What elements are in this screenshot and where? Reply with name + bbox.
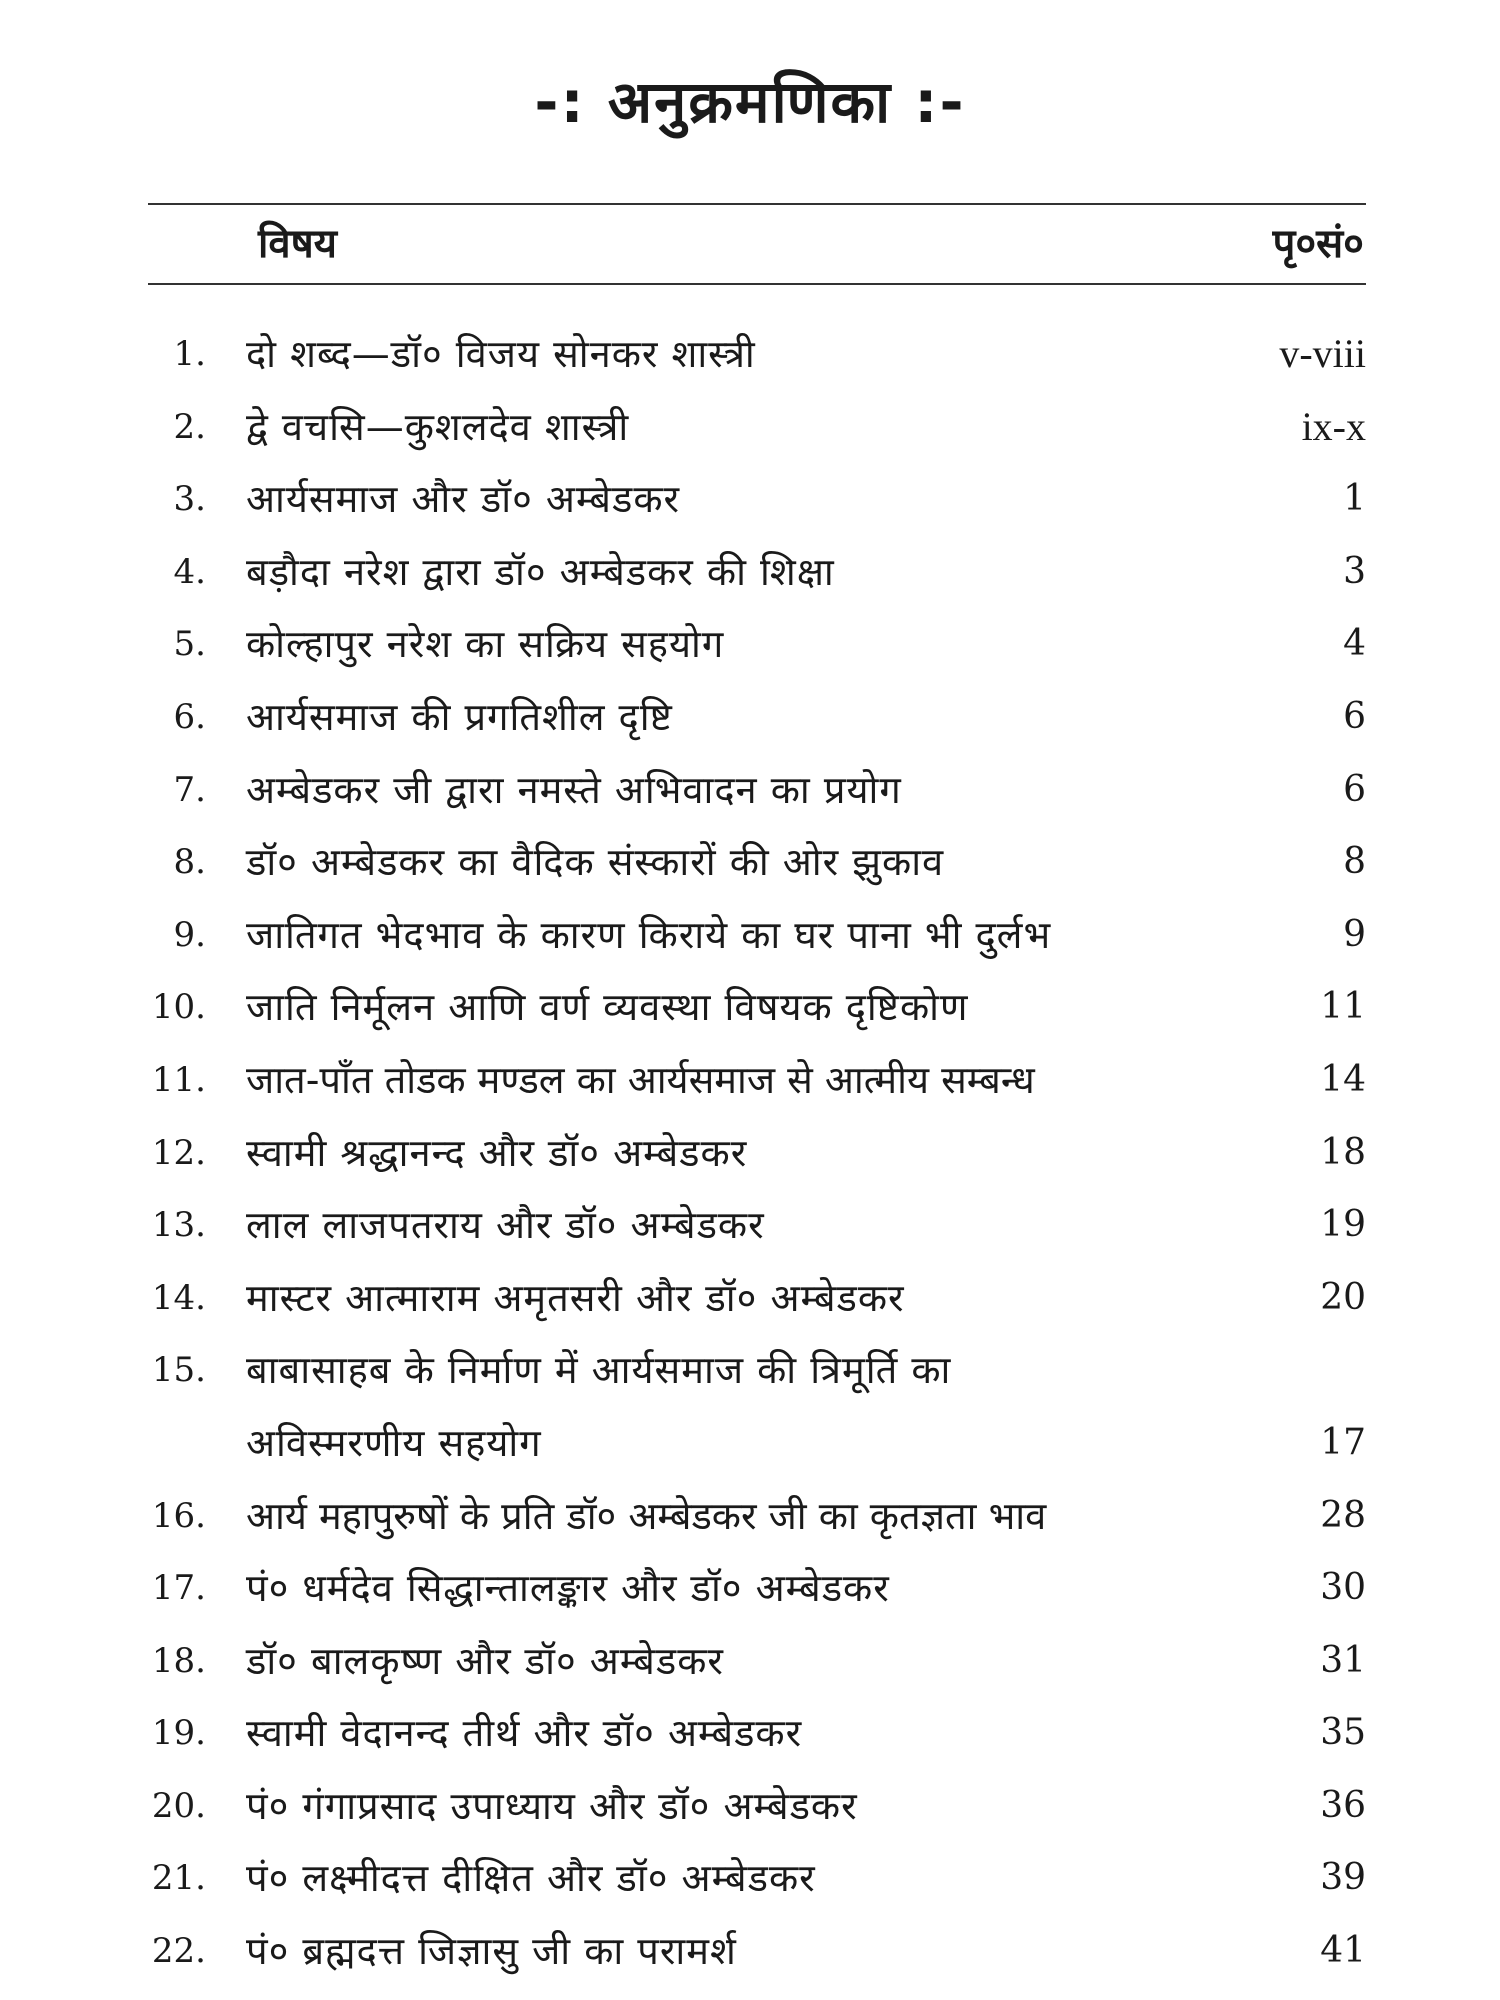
entry-title-continued: अविस्मरणीय सहयोग [246, 1420, 542, 1465]
entry-page: 3 [1343, 550, 1366, 592]
toc-header [148, 210, 1366, 280]
entry-title: जात-पाँत तोडक मण्डल का आर्यसमाज से आत्मीय सम्बन्ध [246, 1057, 1035, 1102]
entry-title: पं० लक्ष्मीदत्त दीक्षित और डॉ० अम्बेडकर [246, 1856, 816, 1901]
toc-entry-11 [0, 1044, 1500, 1117]
entry-page: 1 [1343, 478, 1366, 520]
entry-number: 8. [173, 842, 206, 883]
entry-page: 14 [1320, 1058, 1366, 1100]
entry-title: स्वामी श्रद्धानन्द और डॉ० अम्बेडकर [246, 1130, 748, 1175]
entry-number: 13. [151, 1205, 206, 1246]
toc-entry-15 [0, 1334, 1500, 1407]
entry-number: 1. [173, 334, 206, 374]
entry-number: 4. [173, 551, 206, 592]
header-top-rule [148, 203, 1366, 205]
entry-number: 10. [151, 987, 206, 1028]
page-column-label: पृ०सं० [1272, 221, 1364, 267]
entry-page: 9 [1343, 913, 1366, 955]
entry-title: स्वामी वेदानन्द तीर्थ और डॉ० अम्बेडकर [246, 1711, 803, 1756]
entry-title: आर्य महापुरुषों के प्रति डॉ० अम्बेडकर जी का कृतज्ञता भाव [246, 1493, 1047, 1538]
entry-number: 12. [151, 1132, 206, 1173]
entry-title: आर्यसमाज की प्रगतिशील दृष्टि [246, 694, 673, 739]
entry-title: पं० गंगाप्रसाद उपाध्याय और डॉ० अम्बेडकर [246, 1783, 858, 1828]
entry-page: 6 [1343, 695, 1366, 737]
entry-title: कोल्हापुर नरेश का सक्रिय सहयोग [246, 622, 725, 667]
entry-title: दो शब्द—डॉ० विजय सोनकर शास्त्री [246, 332, 756, 376]
entry-number: 17. [151, 1568, 206, 1609]
entry-title: मास्टर आत्माराम अमृतसरी और डॉ० अम्बेडकर [246, 1275, 905, 1320]
entry-page: 18 [1320, 1131, 1366, 1173]
entry-title: पं० धर्मदेव सिद्धान्तालङ्कार और डॉ० अम्बेडकर [246, 1566, 890, 1611]
toc-entry-6 [0, 681, 1500, 754]
entry-page: ix-x [1301, 403, 1366, 449]
entry-page: 17 [1320, 1421, 1366, 1463]
toc-entry-8 [0, 826, 1500, 899]
entry-title: लाल लाजपतराय और डॉ० अम्बेडकर [246, 1203, 765, 1248]
entry-page: 20 [1320, 1276, 1366, 1318]
page-title: -: अनुक्रमणिका :- [534, 68, 966, 136]
entry-page: 8 [1343, 841, 1366, 883]
entry-title: द्वे वचसि—कुशलदेव शास्त्री [246, 404, 630, 449]
toc-entry-9 [0, 899, 1500, 972]
toc-entry-10 [0, 971, 1500, 1044]
entry-number: 5. [173, 624, 206, 665]
toc-entry-20 [0, 1770, 1500, 1843]
entry-title: अम्बेडकर जी द्वारा नमस्ते अभिवादन का प्रयोग [246, 767, 902, 812]
entry-title: बड़ौदा नरेश द्वारा डॉ० अम्बेडकर की शिक्षा [246, 549, 835, 594]
entry-page: 36 [1320, 1784, 1366, 1826]
entry-page: 11 [1320, 986, 1366, 1028]
entry-number: 3. [173, 479, 206, 520]
toc-entry-2 [0, 391, 1500, 464]
entry-number: 7. [173, 769, 206, 810]
toc-entry-4 [0, 536, 1500, 609]
toc-entry-18 [0, 1625, 1500, 1698]
toc-entry-14 [0, 1262, 1500, 1335]
entry-page: 31 [1320, 1639, 1366, 1681]
entry-page: 39 [1320, 1857, 1366, 1899]
entry-title: डॉ० अम्बेडकर का वैदिक संस्कारों की ओर झुकाव [246, 840, 945, 885]
toc-entry-3 [0, 463, 1500, 536]
entry-number: 19. [151, 1713, 206, 1754]
entry-number: 16. [151, 1495, 206, 1536]
entry-number: 9. [173, 914, 206, 955]
entry-title: बाबासाहब के निर्माण में आर्यसमाज की त्रिमूर्ति का [246, 1348, 952, 1393]
entry-title: पं० ब्रह्मदत्त जिज्ञासु जी का परामर्श [246, 1929, 737, 1974]
entry-number: 2. [173, 406, 206, 447]
entry-title: जाति निर्मूलन आणि वर्ण व्यवस्था विषयक दृष्टिकोण [246, 985, 969, 1030]
toc-entry-21 [0, 1842, 1500, 1915]
entry-page: 28 [1320, 1494, 1366, 1536]
entry-title: जातिगत भेदभाव के कारण किराये का घर पाना भी दुर्लभ [246, 912, 1052, 957]
entry-number: 15. [151, 1350, 206, 1391]
toc-entry-1 [0, 318, 1500, 391]
entry-number: 14. [151, 1277, 206, 1318]
header-bottom-rule [148, 283, 1366, 285]
entry-page: 41 [1320, 1930, 1366, 1972]
entry-page: 6 [1343, 768, 1366, 810]
table-of-contents [0, 318, 1500, 1988]
entry-page: v-viii [1279, 331, 1366, 376]
entry-page: 19 [1320, 1204, 1366, 1246]
toc-entry-16 [0, 1480, 1500, 1553]
entry-page: 30 [1320, 1567, 1366, 1609]
toc-entry-13 [0, 1189, 1500, 1262]
entry-number: 21. [151, 1858, 206, 1899]
entry-page: 4 [1343, 623, 1366, 665]
entry-title: डॉ० बालकृष्ण और डॉ० अम्बेडकर [246, 1638, 724, 1683]
subject-column-label: विषय [258, 221, 337, 267]
entry-number: 18. [151, 1640, 206, 1681]
entry-title: आर्यसमाज और डॉ० अम्बेडकर [246, 477, 681, 522]
toc-entry-7 [0, 754, 1500, 827]
toc-entry-19 [0, 1697, 1500, 1770]
toc-entry-5 [0, 608, 1500, 681]
entry-number: 20. [151, 1785, 206, 1826]
entry-page: 35 [1320, 1712, 1366, 1754]
entry-number: 11. [151, 1059, 206, 1100]
toc-entry-15-continued [0, 1407, 1500, 1480]
toc-entry-22 [0, 1915, 1500, 1988]
toc-entry-17 [0, 1552, 1500, 1625]
entry-number: 22. [151, 1931, 206, 1972]
entry-number: 6. [173, 696, 206, 737]
toc-entry-12 [0, 1117, 1500, 1190]
